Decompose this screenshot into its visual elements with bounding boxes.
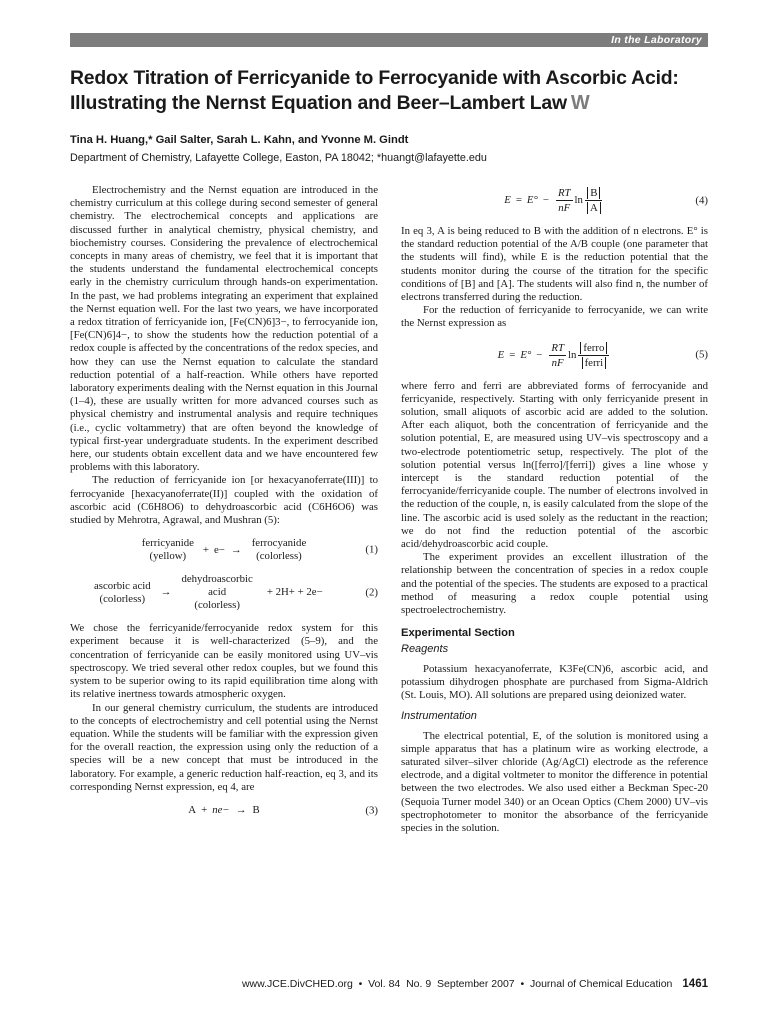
equation-number: (4) bbox=[695, 193, 708, 206]
paragraph: In our general chemistry curriculum, the students are introduced to the concepts of electrochemistry and cell potential using the Nernst equation. While the students will be familiar with the expression given for the overall reaction, the expression using only the reduction of a species will be a new concept that must be introduced in the laboratory. For example, a generic reduction half-reaction, eq 3, and its corresponding Nernst expression, eq 4, are bbox=[70, 701, 378, 793]
reaction-arrow: → bbox=[160, 586, 172, 599]
conc-numerator: B bbox=[587, 187, 600, 199]
eq3-product: B bbox=[252, 803, 260, 816]
conc-denominator: A bbox=[587, 202, 601, 214]
web-supplement-icon: W bbox=[570, 92, 590, 114]
eq4-rt-fraction bbox=[556, 186, 573, 215]
eq3-reactant: A bbox=[188, 803, 197, 816]
page-footer bbox=[70, 978, 708, 990]
eq2-product-line2: acid bbox=[208, 586, 227, 599]
section-heading: Experimental Section bbox=[401, 627, 515, 640]
right-column bbox=[401, 184, 708, 835]
plus-sign: + bbox=[202, 543, 209, 556]
affiliation: Department of Chemistry, Lafayette College, Easton, PA 18042; *huangt@lafayette.edu bbox=[70, 152, 487, 164]
paragraph: For the reduction of ferricyanide to ferrocyanide, we can write the Nernst expression as bbox=[401, 304, 708, 330]
eq2-reactant-label: ascorbic acid bbox=[94, 579, 151, 592]
eq5-conc-fraction bbox=[578, 341, 609, 370]
subsection-heading-instrumentation: Instrumentation bbox=[401, 710, 477, 723]
eq2-reactant-note: (colorless) bbox=[99, 592, 146, 605]
author-list: Tina H. Huang,* Gail Salter, Sarah L. Kahn, and Yvonne M. Gindt bbox=[70, 134, 409, 146]
article-title-text: Redox Titration of Ferricyanide to Ferrocyanide with Ascorbic Acid: Illustrating the Nernst Equation and Beer–Lambert Law bbox=[70, 67, 679, 114]
section-header-bar bbox=[70, 33, 708, 47]
eq1-product-label: ferrocyanide bbox=[251, 537, 307, 550]
eq1-reactant bbox=[142, 537, 194, 563]
ln-symbol: ln bbox=[567, 348, 577, 361]
left-column bbox=[70, 184, 378, 827]
electron-symbol: e− bbox=[214, 543, 225, 556]
eq-symbol-E: E bbox=[497, 348, 505, 361]
paragraph: The electrical potential, E, of the solution is monitored using a simple apparatus that has a platinum wire as working electrode, a saturated silver–silver chloride (Ag/AgCl) electrode as the reference electrode, and a digital voltmeter to monitor the difference in potential between the two electrodes. We also used either a Beckman Spec-20 (Sequoia Turner model 340) or an Ocean Optics (Chem 2000) UV–vis spectrophotometer to monitor the absorbance of the ferricyanide species in the solution. bbox=[401, 729, 708, 834]
eq2-byproducts: + 2H+ + 2e− bbox=[266, 586, 323, 599]
equation-3 bbox=[70, 804, 378, 817]
page-number: 1461 bbox=[682, 978, 708, 990]
minus-sign: − bbox=[536, 348, 543, 361]
plus-sign: + bbox=[201, 803, 208, 816]
equation-number: (2) bbox=[365, 586, 378, 599]
paragraph: We chose the ferricyanide/ferrocyanide redox system for this experiment because it is well-characterized (5–9), and the concentration of ferricyanide can be easily monitored using UV–vis spectroscopy. We tried several other redox couples, but we found this system to be superior owing to its rapid equilibration time along with its relative inertness towards atmospheric oxygen. bbox=[70, 622, 378, 701]
eq-symbol-E0: E° bbox=[520, 348, 532, 361]
paragraph: The reduction of ferricyanide ion [or hexacyanoferrate(III)] to ferrocyanide [hexacyanoferrate(II)] coupled with the oxidation of ascorbic acid (C6H8O6) to dehydroascorbic acid (C6H6O6) was studied by Mehrotra, Agrawal, and Mushran (5): bbox=[70, 474, 378, 527]
equation-5 bbox=[401, 341, 708, 370]
equation-2 bbox=[70, 573, 378, 612]
fraction-numerator: RT bbox=[551, 341, 564, 354]
article-title bbox=[70, 66, 720, 116]
eq2-reactant bbox=[94, 580, 151, 606]
reaction-arrow: → bbox=[230, 543, 242, 556]
paragraph: Electrochemistry and the Nernst equation are introduced in the chemistry curriculum at this college during second semester of general chemistry. The electrochemical concepts and applications are discussed further in analytical chemistry, physical chemistry, and biochemistry courses. Considering the prevalence of electrochemical concepts in many areas of chemistry, we feel that it is important that the students understand the fundamental electrochemical concepts early in the chemistry curriculum through hands-on experimentation. In the past, we had problems integrating an experiment that explained the Nernst equation well. For the last two years, we have incorporated a redox titration of ferricyanide ion, [Fe(CN)6]3−, to ferrocyanide ion, [Fe(CN)6]4−, to show the students how the reduction potential of a redox couple is affected by the concentrations of the redox species, and how they can use the Nernst equation to calculate the standard reduction potential of a half-reaction. While others have reported laboratory experiments dealing with the Nernst equation in this Journal (1–4), these are usually written for more advanced courses such as physical chemistry and instrumental analysis and require techniques (i.e., cyclic voltammetry) that are often beyond the knowledge of typical first-year undergraduate students. In the experiment described here, our students obtain excellent data and we have encountered few problems with this laboratory. bbox=[70, 184, 378, 474]
equation-number: (5) bbox=[695, 348, 708, 361]
eq-symbol-E: E bbox=[504, 193, 511, 206]
fraction-denominator: nF bbox=[551, 356, 564, 369]
fraction-numerator: RT bbox=[557, 187, 571, 199]
paragraph: In eq 3, A is being reduced to B with the addition of n electrons. E° is the standard reduction potential of the A/B couple (one parameter that the students will find), while E is the reduction potential that the students monitor during the course of the titration for the specific conditions of [B] and [A]. The students will also find n, the number of electrons transferred during the reduction. bbox=[401, 225, 708, 304]
equation-number: (1) bbox=[365, 543, 378, 556]
conc-denominator: ferri bbox=[582, 357, 607, 369]
eq-symbol-E0: E° bbox=[526, 193, 538, 206]
footer-journal-info: www.JCE.DivCHED.org • Vol. 84 No. 9 September 2007 • Journal of Chemical Education bbox=[241, 978, 673, 990]
eq1-product-note: (colorless) bbox=[256, 550, 302, 563]
eq2-product-line1: dehydroascorbic bbox=[181, 573, 253, 586]
paragraph: Potassium hexacyanoferrate, K3Fe(CN)6, ascorbic acid, and potassium dihydrogen phosphate are purchased from Sigma-Aldrich (St. Louis, MO). All solutions are prepared using deionized water. bbox=[401, 662, 708, 702]
conc-numerator: ferro bbox=[580, 342, 607, 354]
minus-sign: − bbox=[542, 193, 549, 206]
eq1-product bbox=[252, 537, 307, 563]
section-label: In the Laboratory bbox=[611, 34, 702, 46]
eq2-product-note: (colorless) bbox=[194, 599, 240, 612]
equation-1 bbox=[70, 537, 378, 563]
paragraph: The experiment provides an excellent illustration of the relationship between the concentration of species in a redox couple and the potential of the species. The students are exposed to a practical method of measuring a redox couple potential using spectroelectrochemistry. bbox=[401, 551, 708, 617]
ln-symbol: ln bbox=[574, 193, 583, 206]
equation-number: (3) bbox=[365, 803, 378, 816]
reaction-arrow: → bbox=[235, 803, 247, 816]
eq5-rt-fraction bbox=[549, 341, 566, 370]
equals-sign: = bbox=[515, 193, 522, 206]
eq1-reactant-label: ferricyanide bbox=[141, 537, 194, 550]
eq4-conc-fraction bbox=[585, 186, 603, 215]
subsection-heading-reagents: Reagents bbox=[401, 643, 449, 656]
fraction-denominator: nF bbox=[558, 202, 571, 214]
electron-symbol: ne− bbox=[212, 803, 230, 816]
equals-sign: = bbox=[509, 348, 516, 361]
paragraph: where ferro and ferri are abbreviated forms of ferrocyanide and ferricyanide, respectively. Starting with only ferricyanide present in solution, small aliquots of ascorbic acid are added to the solution. After each aliquot, both the concentration of ferricyanide and the solution potential, E, are measured using UV–vis spectroscopy and a two-electrode potentiometric setup, respectively. The plot of the solution potential versus ln([ferro]/[ferri]) gives a line whose y intercept is the standard reduction potential of the ferrocyanide/ferricyanide couple. The number of electrons involved in the reduction of the couple, n, is easily calculated from the slope of the line. The ascorbic acid is used solely as the reductant in the reaction; we do not find the reduction potential of the ascorbic acid/dehydroascorbic acid couple. bbox=[401, 379, 708, 551]
equation-4 bbox=[401, 186, 708, 215]
eq2-product bbox=[181, 573, 252, 612]
eq1-reactant-note: (yellow) bbox=[149, 550, 187, 563]
